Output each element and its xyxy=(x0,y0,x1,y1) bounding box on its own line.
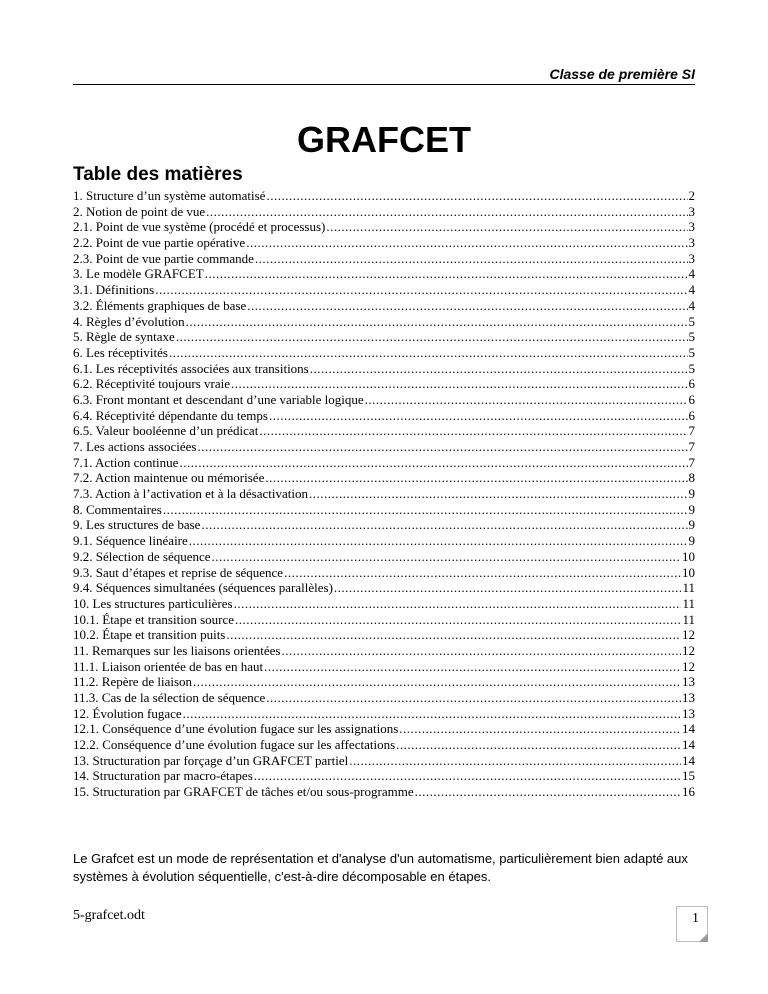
toc-entry-page: 4 xyxy=(688,282,695,298)
toc-leader-dots xyxy=(169,345,688,361)
toc-leader-dots xyxy=(183,706,681,722)
toc-entry[interactable] xyxy=(73,298,695,314)
toc-entry-label: 1. Structure d’un système automatisé xyxy=(73,188,266,203)
toc-entry[interactable] xyxy=(73,549,695,565)
toc-leader-dots xyxy=(269,408,688,424)
toc-entry[interactable] xyxy=(73,643,695,659)
toc-entry-label: 11.1. Liaison orientée de bas en haut xyxy=(73,658,264,674)
toc-entry-label: 10.1. Étape et transition source xyxy=(73,611,235,627)
toc-entry[interactable] xyxy=(73,768,695,784)
toc-leader-dots xyxy=(186,314,688,330)
toc-entry[interactable] xyxy=(73,329,695,345)
toc-entry-label: 9. Les structures de base xyxy=(73,517,201,533)
toc-entry-page: 11 xyxy=(682,611,695,627)
toc-entry-label: 7. Les actions associées xyxy=(73,439,197,454)
toc-entry[interactable] xyxy=(73,188,695,204)
toc-entry[interactable] xyxy=(73,251,695,267)
toc-leader-dots xyxy=(179,455,687,471)
toc-entry-label: 11. Remarques sur les liaisons orientées xyxy=(73,642,281,658)
toc-entry-label: 11.2. Repère de liaison xyxy=(73,674,193,690)
toc-entry[interactable] xyxy=(73,204,695,220)
toc-entry-page: 10 xyxy=(682,548,695,564)
toc-entry-page: 12 xyxy=(682,627,695,643)
toc-entry-page: 15 xyxy=(682,768,695,784)
toc-entry-label: 6.4. Réceptivité dépendante du temps xyxy=(73,407,268,423)
page-number: 1 xyxy=(692,911,699,926)
toc-entry[interactable] xyxy=(73,235,695,251)
toc-entry[interactable] xyxy=(73,486,695,502)
toc-leader-dots xyxy=(226,627,681,643)
toc-leader-dots xyxy=(284,565,681,581)
toc-leader-dots xyxy=(349,753,681,769)
toc-entry-page: 11 xyxy=(682,595,695,611)
toc-entry-label: 6.1. Les réceptivités associées aux transitions xyxy=(73,360,309,376)
toc-entry-label: 2. Notion de point de vue xyxy=(73,203,206,219)
toc-entry-page: 3 xyxy=(688,235,695,251)
toc-leader-dots xyxy=(234,596,682,612)
toc-entry[interactable] xyxy=(73,565,695,581)
toc-entry-label: 3.2. Éléments graphiques de base xyxy=(73,297,247,313)
toc-entry[interactable] xyxy=(73,596,695,612)
table-of-contents xyxy=(73,188,695,800)
toc-leader-dots xyxy=(212,549,681,565)
toc-entry[interactable] xyxy=(73,423,695,439)
toc-entry[interactable] xyxy=(73,627,695,643)
toc-entry-label: 6. Les réceptivités xyxy=(73,344,168,360)
toc-entry-label: 9.1. Séquence linéaire xyxy=(73,533,188,549)
toc-entry[interactable] xyxy=(73,314,695,330)
toc-leader-dots xyxy=(193,674,681,690)
toc-entry-page: 11 xyxy=(682,580,695,596)
toc-entry-label: 11.3. Cas de la sélection de séquence xyxy=(73,690,266,705)
toc-leader-dots xyxy=(231,376,687,392)
toc-entry-label: 3.1. Définitions xyxy=(73,282,155,298)
toc-entry-page: 5 xyxy=(688,313,695,329)
toc-entry-page: 5 xyxy=(688,344,695,360)
toc-leader-dots xyxy=(326,219,687,235)
header-rule xyxy=(73,84,695,85)
toc-leader-dots xyxy=(265,470,687,486)
toc-entry-label: 14. Structuration par macro-étapes xyxy=(73,768,253,784)
toc-entry[interactable] xyxy=(73,753,695,769)
toc-entry[interactable] xyxy=(73,282,695,298)
footer-filename: 5-grafcet.odt xyxy=(73,908,145,923)
toc-entry[interactable] xyxy=(73,737,695,753)
toc-entry[interactable] xyxy=(73,706,695,722)
toc-entry-label: 2.1. Point de vue système (procédé et processus) xyxy=(73,219,326,235)
toc-entry-page: 14 xyxy=(682,721,695,737)
toc-entry-label: 7.1. Action continue xyxy=(73,454,179,470)
page-corner-icon xyxy=(699,933,708,942)
toc-entry-label: 12. Évolution fugace xyxy=(73,705,182,721)
toc-entry[interactable] xyxy=(73,690,695,706)
toc-entry[interactable] xyxy=(73,517,695,533)
toc-leader-dots xyxy=(176,329,688,345)
toc-leader-dots xyxy=(334,580,682,596)
toc-entry-page: 2 xyxy=(688,188,695,203)
toc-entry-label: 13. Structuration par forçage d’un GRAFCET partiel xyxy=(73,752,349,768)
toc-heading: Table des matières xyxy=(73,164,243,185)
toc-entry-label: 2.2. Point de vue partie opérative xyxy=(73,235,246,251)
toc-entry-label: 9.3. Saut d’étapes et reprise de séquence xyxy=(73,564,284,580)
toc-leader-dots xyxy=(259,423,687,439)
toc-entry-label: 10.2. Étape et transition puits xyxy=(73,627,226,643)
toc-leader-dots xyxy=(309,486,687,502)
toc-entry-label: 5. Règle de syntaxe xyxy=(73,329,175,345)
toc-entry[interactable] xyxy=(73,470,695,486)
toc-entry[interactable] xyxy=(73,361,695,377)
toc-entry-page: 5 xyxy=(688,329,695,345)
toc-entry-page: 3 xyxy=(688,219,695,235)
toc-entry-page: 9 xyxy=(688,517,695,533)
toc-entry-label: 3. Le modèle GRAFCET xyxy=(73,266,204,282)
toc-entry-label: 15. Structuration par GRAFCET de tâches et/ou sous-programme xyxy=(73,784,414,800)
toc-leader-dots xyxy=(205,266,688,282)
toc-leader-dots xyxy=(201,517,687,533)
toc-entry[interactable] xyxy=(73,345,695,361)
toc-entry-page: 13 xyxy=(682,674,695,690)
toc-entry[interactable] xyxy=(73,502,695,518)
toc-entry-page: 14 xyxy=(682,737,695,753)
toc-leader-dots xyxy=(155,282,687,298)
toc-leader-dots xyxy=(254,768,681,784)
toc-entry[interactable] xyxy=(73,266,695,282)
toc-leader-dots xyxy=(246,235,687,251)
toc-entry-page: 5 xyxy=(688,360,695,376)
page-number-box xyxy=(676,906,708,942)
toc-leader-dots xyxy=(264,659,681,675)
toc-entry[interactable] xyxy=(73,219,695,235)
toc-entry-page: 14 xyxy=(682,752,695,768)
toc-entry-label: 6.2. Réceptivité toujours vraie xyxy=(73,376,231,392)
toc-leader-dots xyxy=(266,188,687,204)
toc-entry-page: 9 xyxy=(688,533,695,549)
toc-entry-page: 12 xyxy=(682,658,695,674)
toc-entry-page: 7 xyxy=(688,423,695,439)
toc-entry-page: 7 xyxy=(688,439,695,454)
toc-entry-page: 6 xyxy=(688,376,695,392)
toc-leader-dots xyxy=(365,392,688,408)
toc-leader-dots xyxy=(396,737,681,753)
page-header-text: Classe de première SI xyxy=(549,66,695,82)
toc-leader-dots xyxy=(197,439,687,455)
toc-entry[interactable] xyxy=(73,659,695,675)
toc-entry-label: 12.1. Conséquence d’une évolution fugace sur les assignations xyxy=(73,721,399,737)
toc-leader-dots xyxy=(189,533,688,549)
toc-entry[interactable] xyxy=(73,455,695,471)
toc-leader-dots xyxy=(399,721,681,737)
toc-leader-dots xyxy=(255,251,688,267)
toc-entry[interactable] xyxy=(73,392,695,408)
toc-entry-label: 7.2. Action maintenue ou mémorisée xyxy=(73,470,265,486)
toc-entry[interactable] xyxy=(73,439,695,455)
toc-entry-page: 3 xyxy=(688,203,695,219)
toc-leader-dots xyxy=(247,298,687,314)
toc-entry-page: 8 xyxy=(688,470,695,486)
toc-leader-dots xyxy=(281,643,681,659)
toc-leader-dots xyxy=(235,612,681,628)
toc-entry-page: 10 xyxy=(682,564,695,580)
toc-entry[interactable] xyxy=(73,674,695,690)
toc-entry-page: 4 xyxy=(688,297,695,313)
toc-entry-page: 9 xyxy=(688,501,695,517)
intro-paragraph: Le Grafcet est un mode de représentation et d'analyse d'un automatisme, particulièrement bien adapté aux systèmes à évolution séquentielle, c'est-à-dire décomposable en étapes. xyxy=(73,851,688,884)
toc-entry[interactable] xyxy=(73,784,695,800)
toc-entry-page: 6 xyxy=(688,391,695,407)
toc-entry-label: 8. Commentaires xyxy=(73,501,162,517)
toc-entry[interactable] xyxy=(73,721,695,737)
toc-entry-page: 7 xyxy=(688,454,695,470)
toc-entry-label: 10. Les structures particulières xyxy=(73,595,233,611)
toc-leader-dots xyxy=(163,502,688,518)
toc-entry[interactable] xyxy=(73,612,695,628)
toc-entry[interactable] xyxy=(73,580,695,596)
toc-entry-label: 9.2. Sélection de séquence xyxy=(73,548,211,564)
toc-entry-page: 16 xyxy=(682,784,695,800)
toc-entry-label: 2.3. Point de vue partie commande xyxy=(73,250,254,266)
toc-entry-label: 6.5. Valeur booléenne d’un prédicat xyxy=(73,423,259,439)
toc-entry-label: 6.3. Front montant et descendant d’une variable logique xyxy=(73,391,364,407)
toc-entry-page: 3 xyxy=(688,250,695,266)
toc-entry[interactable] xyxy=(73,408,695,424)
toc-leader-dots xyxy=(415,784,681,800)
toc-entry-page: 9 xyxy=(688,486,695,502)
toc-entry-label: 9.4. Séquences simultanées (séquences parallèles) xyxy=(73,580,333,596)
toc-entry[interactable] xyxy=(73,376,695,392)
toc-entry-page: 4 xyxy=(688,266,695,282)
toc-entry-page: 13 xyxy=(682,705,695,721)
toc-entry[interactable] xyxy=(73,533,695,549)
toc-leader-dots xyxy=(266,690,681,706)
toc-entry-page: 6 xyxy=(688,407,695,423)
document-title: GRAFCET xyxy=(297,119,471,160)
toc-entry-page: 13 xyxy=(682,690,695,705)
toc-entry-label: 12.2. Conséquence d’une évolution fugace sur les affectations xyxy=(73,737,396,753)
toc-entry-label: 7.3. Action à l’activation et à la désactivation xyxy=(73,486,309,502)
toc-leader-dots xyxy=(310,361,688,377)
toc-entry-page: 12 xyxy=(682,642,695,658)
toc-entry-label: 4. Règles d’évolution xyxy=(73,313,185,329)
toc-leader-dots xyxy=(206,204,687,220)
